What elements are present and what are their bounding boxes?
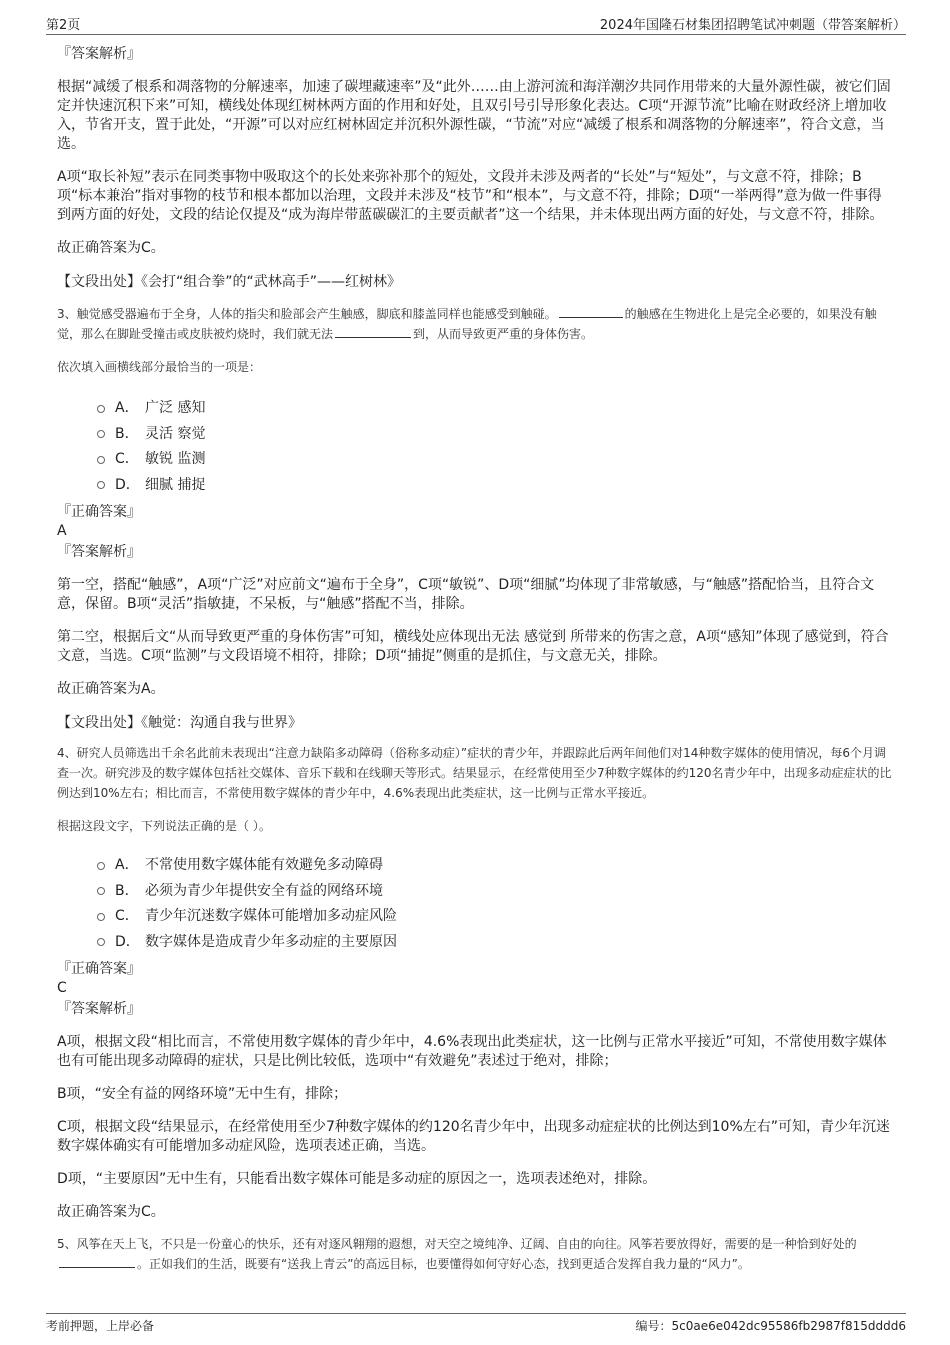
option-c[interactable]: C． 敏锐 监测 [97, 447, 895, 473]
fill-blank [559, 305, 623, 318]
question-text-part: 的触感在生物进化上是完全必要的，如果没有触觉，那么在脚趾受撞击或皮肤被灼烧时，我们就无法 [57, 307, 877, 341]
option-c[interactable]: C． 青少年沉迷数字媒体可能增加多动症风险 [97, 904, 895, 930]
final-answer: 故正确答案为C。 [57, 1204, 165, 1220]
page-footer [46, 1313, 906, 1334]
analysis-paragraph: 根据“减缓了根系和凋落物的分解速率，加速了碳埋藏速率”及“此外……由上游河流和海洋潮汐共同作用带来的大量外源性碳，被它们固定并快速沉积下来”可知，横线处体现红树林两方面的作用和好处，且双引号引导形象化表达。C项“开源节流”比喻在财政经济上增加收入，节省开支，置于此处，“开源”可以对应红树林固定并沉积外源性碳，“节流”对应“减缓了根系和凋落物的分解速率”，符合文意，当选。 [57, 79, 891, 152]
analysis-paragraph: A项“取长补短”表示在同类事物中吸取这个的长处来弥补那个的短处，文段并未涉及两者的“长处”与“短处”，与文意不符，排除；B项“标本兼治”指对事物的枝节和根本都加以治理，文段并未涉及“枝节”和“根本”，与文意不符，排除；D项“一举两得”意为做一件事得到两方面的好处，文段的结论仅提及“成为海岸带蓝碳碳汇的主要贡献者”这一个结果，并未体现出两方面的好处，与文意不符，排除。 [57, 169, 884, 223]
option-a[interactable]: A． 广泛 感知 [97, 396, 895, 422]
source-citation: 【文段出处】《触觉：沟通自我与世界》 [57, 715, 302, 731]
question-5-text [57, 1234, 895, 1274]
page-number: 第2页 [46, 18, 81, 33]
option-d[interactable]: D． 数字媒体是造成青少年多动症的主要原因 [97, 930, 895, 956]
document-title: 2024年国隆石材集团招聘笔试冲刺题（带答案解析） [599, 18, 906, 33]
footer-slogan: 考前押题，上岸必备 [46, 1319, 155, 1333]
radio-icon[interactable] [97, 430, 105, 438]
analysis-paragraph: D项，“主要原因”无中生有，只能看出数字媒体可能是多动症的原因之一，选项表述绝对，排除。 [57, 1171, 657, 1187]
question-4-options [57, 853, 895, 955]
analysis-paragraph: B项，“安全有益的网络环境”无中生有，排除； [57, 1086, 348, 1102]
radio-icon[interactable] [97, 456, 105, 464]
analysis-paragraph: C项，根据文段“结果显示，在经常使用至少7种数字媒体的约120名青少年中，出现多动症症状的比例达到10%左右”可知，青少年沉迷数字媒体确实有可能增加多动症风险，选项表述正确，当选。 [57, 1119, 891, 1154]
correct-answer-label: 『正确答案』 [57, 961, 141, 977]
final-answer: 故正确答案为A。 [57, 681, 165, 697]
analysis-label: 『答案解析』 [57, 1001, 141, 1017]
correct-answer-label: 『正确答案』 [57, 504, 141, 520]
page-header [46, 14, 906, 35]
question-text-part: 到，从而导致更严重的身体伤害。 [413, 327, 594, 341]
radio-icon[interactable] [97, 938, 105, 946]
fill-blank [59, 1255, 135, 1268]
question-instruction: 根据这段文字，下列说法正确的是（ ）。 [57, 819, 271, 833]
analysis-label: 『答案解析』 [57, 46, 141, 62]
option-a[interactable]: A． 不常使用数字媒体能有效避免多动障碍 [97, 853, 895, 879]
analysis-label: 『答案解析』 [57, 544, 141, 560]
radio-icon[interactable] [97, 481, 105, 489]
correct-answer: C [57, 980, 67, 996]
analysis-paragraph: 第一空，搭配“触感”，A项“广泛”对应前文“遍布于全身”，C项“敏锐”、D项“细腻”均体现了非常敏感，与“触感”搭配恰当，且符合文意，保留。B项“灵活”指敏捷，不呆板，与“触感”搭配不当，排除。 [57, 577, 875, 612]
radio-icon[interactable] [97, 862, 105, 870]
analysis-paragraph: 第二空，根据后文“从而导致更严重的身体伤害”可知，横线处应体现出无法 感觉到 所带来的伤害之意，A项“感知”体现了感觉到，符合文意，当选。C项“监测”与文段语境不相符，排除；D项“捕捉”侧重的是抓住，与文意无关，排除。 [57, 629, 889, 664]
question-3-text [57, 304, 895, 344]
option-d[interactable]: D． 细腻 捕捉 [97, 473, 895, 499]
fill-blank [335, 325, 411, 338]
question-text-part: 3、触觉感受器遍布于全身，人体的指尖和脸部会产生触感，脚底和膝盖同样也能感受到触碰。 [57, 307, 557, 321]
document-body [57, 44, 895, 1274]
option-b[interactable]: B． 必须为青少年提供安全有益的网络环境 [97, 879, 895, 905]
final-answer: 故正确答案为C。 [57, 240, 165, 256]
source-citation: 【文段出处】《会打“组合拳”的“武林高手”——红树林》 [57, 274, 402, 290]
question-text-part: 。正如我们的生活，既要有“送我上青云”的高远目标，也要懂得如何守好心态，找到更适合发挥自我力量的“风力”。 [137, 1257, 750, 1271]
question-4-text: 4、研究人员筛选出千余名此前未表现出“注意力缺陷多动障碍（俗称多动症）”症状的青少年，并跟踪此后两年间他们对14种数字媒体的使用情况，每6个月调查一次。研究涉及的数字媒体包括社交媒体、音乐下载和在线聊天等形式。结果显示，在经常使用至少7种数字媒体的约120名青少年中，出现多动症症状的比例达到10%左右；相比而言，不常使用数字媒体的青少年中，4.6%表现出此类症状，这一比例与正常水平接近。 [57, 746, 892, 800]
option-b[interactable]: B． 灵活 察觉 [97, 422, 895, 448]
document-id: 编号：5c0ae6e042dc95586fb2987f815dddd6 [635, 1319, 906, 1333]
radio-icon[interactable] [97, 405, 105, 413]
analysis-paragraph: A项，根据文段“相比而言，不常使用数字媒体的青少年中，4.6%表现出此类症状，这一比例与正常水平接近”可知，不常使用数字媒体也有可能出现多动障碍的症状，只是比例比较低，选项中“有效避免”表述过于绝对，排除； [57, 1034, 887, 1069]
question-3-options [57, 396, 895, 498]
question-text-part: 5、风筝在天上飞，不只是一份童心的快乐，还有对逐风翱翔的遐想，对天空之境纯净、辽阔、自由的向往。风筝若要放得好，需要的是一种恰到好处的 [57, 1237, 857, 1251]
radio-icon[interactable] [97, 887, 105, 895]
question-instruction: 依次填入画横线部分最恰当的一项是： [57, 360, 262, 374]
radio-icon[interactable] [97, 913, 105, 921]
correct-answer: A [57, 523, 67, 539]
